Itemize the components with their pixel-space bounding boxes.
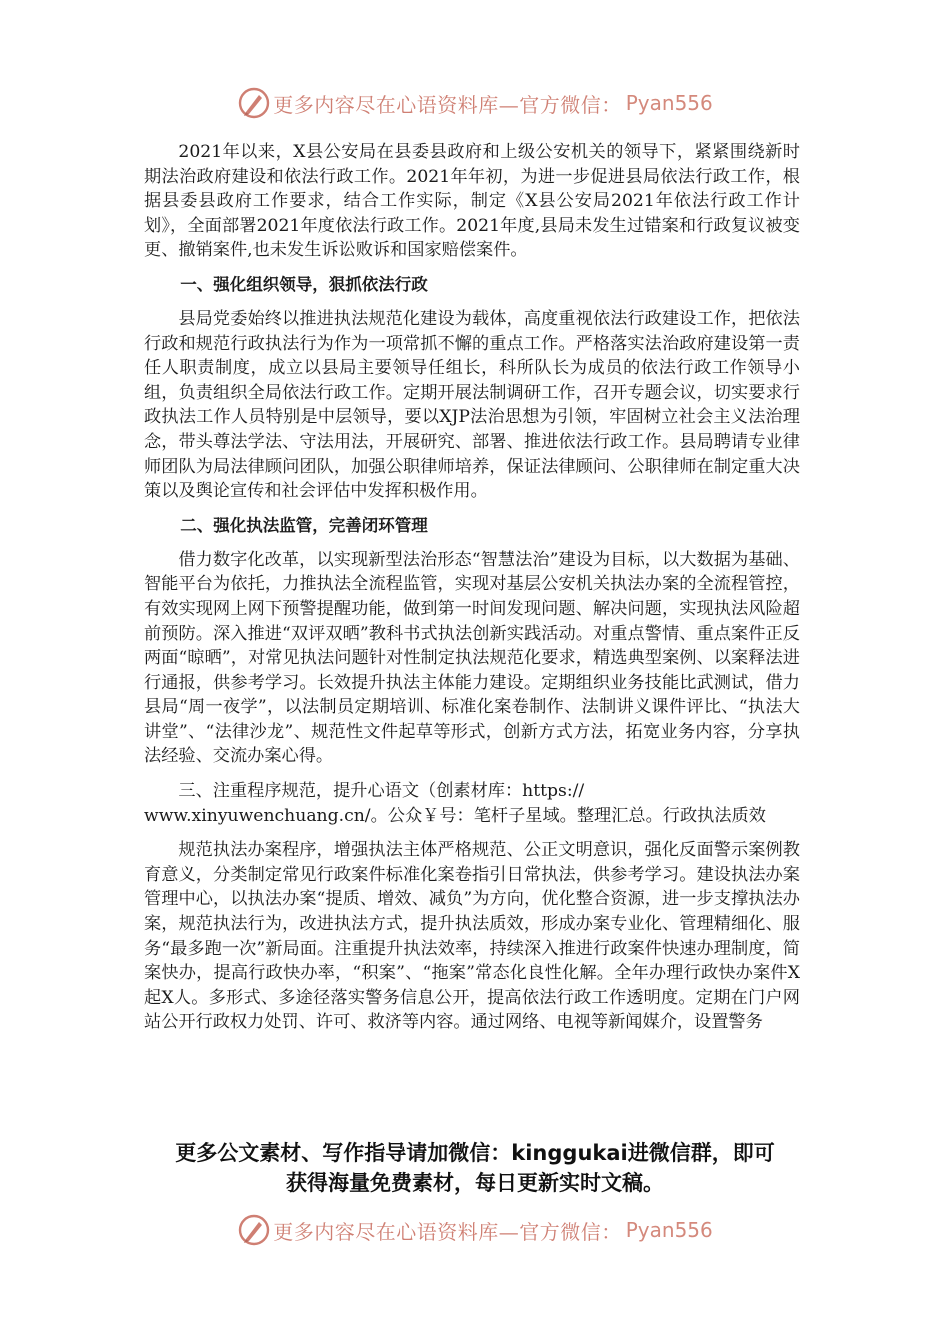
pen-logo-icon (237, 1213, 271, 1247)
watermark-handle: Pyan556 (625, 91, 713, 115)
promo-notice (100, 1138, 850, 1198)
promo-line-1: 更多公文素材、写作指导请加微信：kinggukai进微信群，即可 (175, 1141, 775, 1165)
section-1-heading: 一、强化组织领导，狠抓依法行政 (180, 274, 428, 294)
watermark-text: 更多内容尽在心语资料库—官方微信： (273, 92, 622, 117)
watermark-handle: Pyan556 (625, 1218, 713, 1242)
section-3-heading-line-2: www.xinyuwenchuang.cn/。公众￥号：笔杆子星域。整理汇总。行政执法质效 (144, 805, 766, 826)
document-body (144, 140, 800, 1035)
section-2-heading: 二、强化执法监管，完善闭环管理 (180, 515, 428, 535)
section-3-heading-line-1: 三、注重程序规范，提升心语文（创素材库：https:// (178, 781, 585, 802)
section-2-body: 借力数字化改革，以实现新型法治形态“智慧法治”建设为目标，以大数据为基础、智能平台为依托，力推执法全流程监管，实现对基层公安机关执法办案的全流程管控，有效实现网上网下预警提醒功能，做到第一时间发现问题、解决问题，实现执法风险超前预防。深入推进“双评双晒”教科书式执法创新实践活动。对重点警情、重点案件正反两面“晾晒”，对常见执法问题针对性制定执法规范化要求，精选典型案例、以案释法进行通报，供参考学习。长效提升执法主体能力建设。定期组织业务技能比武测试，借力县局“周一夜学”，以法制员定期培训、标准化案卷制作、法制讲义课件评比、“执法大讲堂”、“法律沙龙”、规范性文件起草等形式，创新方式方法，拓宽业务内容，分享执法经验、交流办案心得。 (144, 549, 800, 767)
pen-logo-icon (237, 86, 271, 120)
watermark-text: 更多内容尽在心语资料库—官方微信： (273, 1219, 622, 1244)
watermark-banner-top (0, 86, 950, 120)
section-3-body: 规范执法办案程序，增强执法主体严格规范、公正文明意识，强化反面警示案例教育意义，分类制定常见行政案件标准化案卷指引日常执法，供参考学习。建设执法办案管理中心，以执法办案“提质、增效、减负”为方向，优化整合资源，进一步支撑执法办案，规范执法行为，改进执法方式，提升执法质效，形成办案专业化、管理精细化、服务“最多跑一次”新局面。注重提升执法效率，持续深入推进行政案件快速办理制度，简案快办，提高行政快办率，“积案”、“拖案”常态化良性化解。全年办理行政快办案件X起X人。多形式、多途径落实警务信息公开，提高依法行政工作透明度。定期在门户网站公开行政权力处罚、许可、救济等内容。通过网络、电视等新闻媒介，设置警务 (144, 840, 800, 1033)
intro-paragraph: 2021年以来，X县公安局在县委县政府和上级公安机关的领导下，紧紧围绕新时期法治政府建设和依法行政工作。2021年年初，为进一步促进县局依法行政工作，根据县委县政府工作要求，结合工作实际，制定《X县公安局2021年依法行政工作计划》，全面部署2021年度依法行政工作。2021年度,县局未发生过错案和行政复议被变更、撤销案件,也未发生诉讼败诉和国家赔偿案件。 (144, 142, 800, 261)
watermark-banner-bottom (0, 1213, 950, 1247)
promo-line-2: 获得海量免费素材，每日更新实时文稿。 (286, 1171, 664, 1195)
section-1-body: 县局党委始终以推进执法规范化建设为载体，高度重视依法行政建设工作，把依法行政和规范行政执法行为作为一项常抓不懈的重点工作。严格落实法治政府建设第一责任人职责制度，成立以县局主要领导任组长，科所队长为成员的依法行政工作领导小组，负责组织全局依法行政工作。定期开展法制调研工作，召开专题会议，切实要求行政执法工作人员特别是中层领导，要以XJP法治思想为引领，牢固树立社会主义法治理念，带头尊法学法、守法用法，开展研究、部署、推进依法行政工作。县局聘请专业律师团队为局法律顾问团队，加强公职律师培养，保证法律顾问、公职律师在制定重大决策以及舆论宣传和社会评估中发挥积极作用。 (144, 308, 800, 502)
